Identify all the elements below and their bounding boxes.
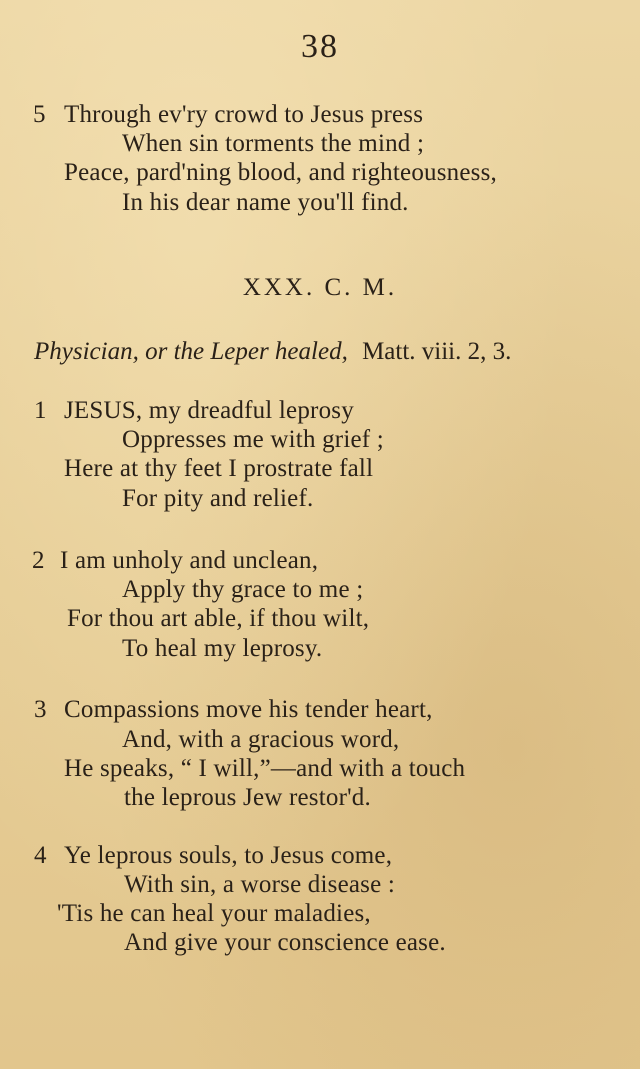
scripture-reference: Matt. viii. 2, 3. — [362, 338, 512, 365]
verse-line: Apply thy grace to me ; — [122, 576, 364, 603]
verse-line: He speaks, “ I will,”—and with a touch — [64, 755, 466, 782]
verse-line: For pity and relief. — [122, 485, 314, 512]
stanza-number: 5 — [33, 101, 46, 128]
verse-line: the leprous Jew restor'd. — [124, 784, 371, 811]
verse-line: 'Tis he can heal your maladies, — [57, 900, 371, 927]
stanza-number: 2 — [32, 547, 45, 574]
verse-line: Through ev'ry crowd to Jesus press — [64, 101, 424, 128]
stanza-number: 1 — [34, 397, 47, 424]
verse-line: And give your conscience ease. — [124, 929, 446, 956]
verse-line: For thou art able, if thou wilt, — [67, 605, 370, 632]
stanza-number: 4 — [34, 842, 47, 869]
stanza-number: 3 — [34, 696, 47, 723]
verse-line: When sin torments the mind ; — [122, 130, 425, 157]
verse-line: With sin, a worse disease : — [124, 871, 396, 898]
verse-line: To heal my leprosy. — [122, 635, 323, 662]
verse-line: Here at thy feet I prostrate fall — [64, 455, 374, 482]
page-number: 38 — [301, 28, 339, 65]
verse-line: Peace, pard'ning blood, and righteousness, — [64, 159, 497, 186]
verse-line: Oppresses me with grief ; — [122, 426, 384, 453]
verse-line: In his dear name you'll find. — [122, 189, 409, 216]
hymn-subtitle — [34, 338, 511, 366]
verse-line: I am unholy and unclean, — [60, 547, 319, 574]
hymn-title: XXX. C. M. — [242, 274, 398, 301]
verse-line: And, with a gracious word, — [122, 726, 400, 753]
verse-line: Compassions move his tender heart, — [64, 696, 433, 723]
verse-line: JESUS, my dreadful leprosy — [64, 397, 354, 424]
verse-line: Ye leprous souls, to Jesus come, — [64, 842, 393, 869]
hymn-subtitle-italic: Physician, or the Leper healed, — [34, 338, 348, 365]
